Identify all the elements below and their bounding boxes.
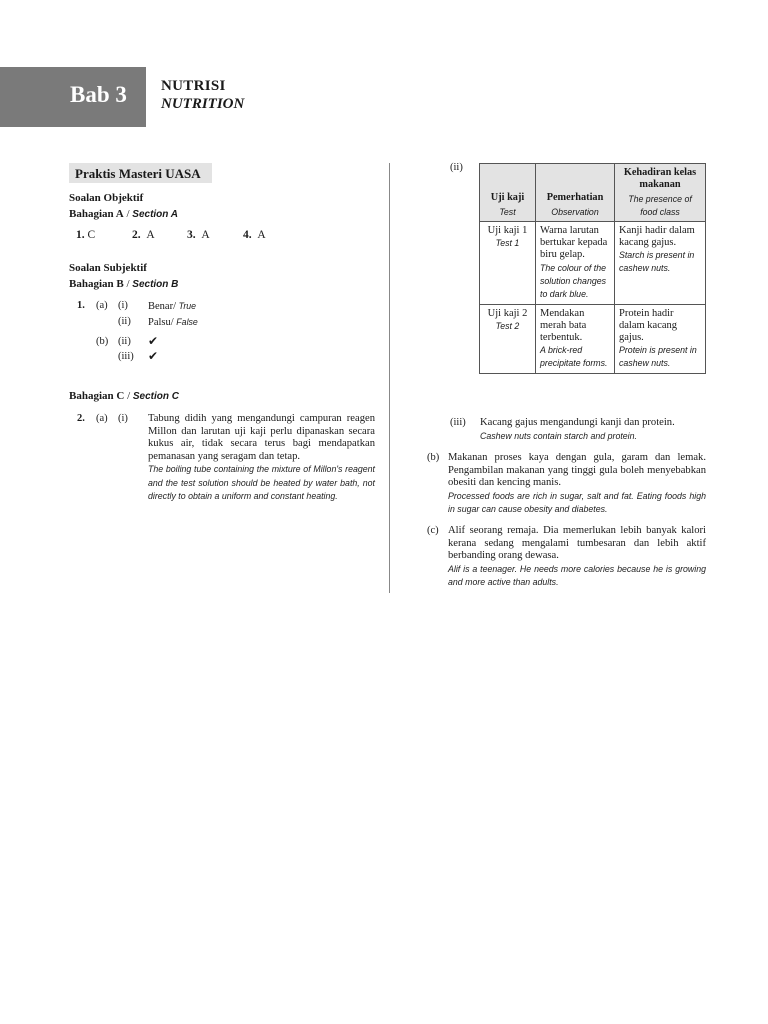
- column-divider: [389, 163, 390, 593]
- subpart-label: (ii): [118, 336, 131, 347]
- table-header-row: [480, 164, 706, 222]
- table-cell: Kanji hadir dalam kacang gajus. Starch is present in cashew nuts.: [615, 222, 706, 305]
- objective-answer: 3. A: [187, 229, 210, 241]
- table-header: Uji kaji Test: [480, 164, 536, 222]
- practice-title: Praktis Masteri UASA: [75, 166, 201, 181]
- part-label: (a): [96, 413, 108, 424]
- objective-heading: Soalan Objektif: [69, 192, 144, 204]
- check-icon: ✔: [148, 349, 159, 363]
- objective-answer: 1. C: [76, 229, 96, 241]
- subpart-label: (iii): [118, 351, 134, 362]
- question-number: 1.: [77, 300, 85, 311]
- table-cell: Uji kaji 2 Test 2: [480, 304, 536, 374]
- part-label: (b): [96, 336, 109, 347]
- answer-text-ms: Tabung didih yang mengandungi campuran reagen Millon dan larutan uji kaji perlu dipanaskan secara kukus air, tidak secara terus bagi mendapatkan pemanasan yang seragam dan tetap.: [148, 413, 375, 462]
- answer-false: Palsu/ False: [148, 317, 198, 328]
- section-a-heading: Bahagian A / Section A: [69, 208, 179, 220]
- chapter-subtitle: NUTRITION: [161, 96, 245, 112]
- table-cell: Uji kaji 1 Test 1: [480, 222, 536, 305]
- section-c-heading: Bahagian C / Section C: [69, 390, 180, 402]
- table-row: [480, 222, 706, 305]
- section-b-heading: Bahagian B / Section B: [69, 278, 179, 290]
- table-header: Kehadiran kelas makanan The presence of food class: [615, 164, 706, 222]
- chapter-number: Bab 3: [70, 82, 127, 107]
- answer-2c: Alif seorang remaja. Dia memerlukan lebih banyak kalori kerana sedang mengalami tumbesaran dan lebih aktif berbanding orang dewasa. Alif is a teenager. He needs more calories because he is growing and more active than adults.: [448, 525, 706, 587]
- subpart-label: (i): [118, 300, 128, 311]
- answer-2a-i: [148, 413, 375, 503]
- section-a-ms: Bahagian A: [69, 208, 124, 220]
- objective-answer: 4. A: [243, 229, 266, 241]
- question-number: 2.: [77, 413, 85, 424]
- answer-text-en: The boiling tube containing the mixture of Millon's reagent and the test solution should be heated by water bath, not directly to obtain a uniform and constant heating.: [148, 464, 375, 501]
- answer-true: Benar/ True: [148, 301, 197, 312]
- part-label: (b): [427, 452, 440, 463]
- check-icon: ✔: [148, 334, 159, 348]
- answer-2a-iii: Kacang gajus mengandungi kanji dan protein. Cashew nuts contain starch and protein.: [480, 417, 675, 441]
- answer-2b: Makanan proses kaya dengan gula, garam dan lemak. Pengambilan makanan yang tinggi gula boleh menyebabkan obesiti dan kencing manis. Processed foods are rich in sugar, salt and fat. Eating foods high in sugar can cause obesity and diabetes.: [448, 452, 706, 514]
- table-cell: Protein hadir dalam kacang gajus. Protein is present in cashew nuts.: [615, 304, 706, 374]
- part-label: (c): [427, 525, 439, 536]
- observation-table: [479, 163, 706, 374]
- section-a-en: Section A: [132, 209, 179, 220]
- objective-answer: 2. A: [132, 229, 155, 241]
- subpart-label: (ii): [118, 316, 131, 327]
- part-label: (a): [96, 300, 108, 311]
- subpart-label: (ii): [450, 162, 463, 173]
- subpart-label: (i): [118, 413, 128, 424]
- table-row: [480, 304, 706, 374]
- table-header: Pemerhatian Observation: [536, 164, 615, 222]
- table-cell: Warna larutan bertukar kepada biru gelap. The colour of the solution changes to dark blue.: [536, 222, 615, 305]
- subpart-label: (iii): [450, 417, 466, 428]
- table-cell: Mendakan merah bata terbentuk. A brick-red precipitate forms.: [536, 304, 615, 374]
- subjective-heading: Soalan Subjektif: [69, 262, 147, 274]
- chapter-title: NUTRISI: [161, 78, 226, 94]
